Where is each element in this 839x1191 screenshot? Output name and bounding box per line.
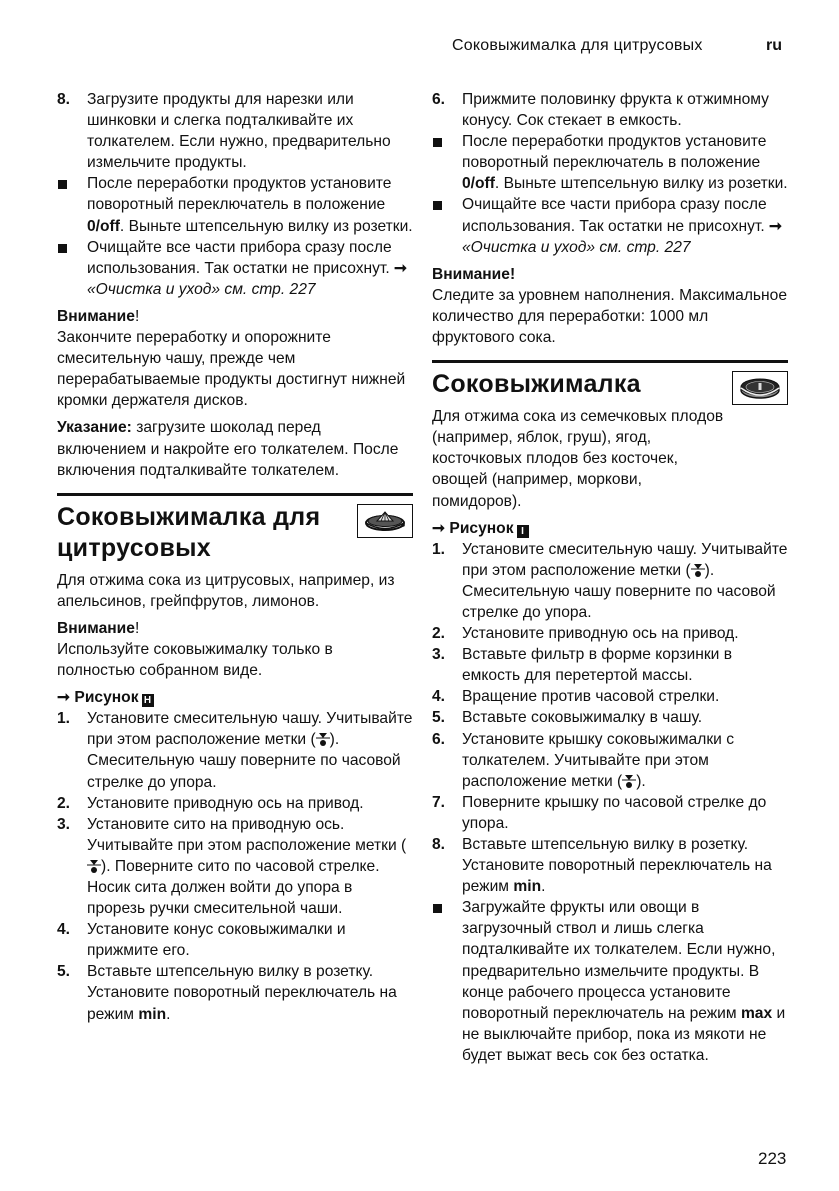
juicer-icon — [732, 371, 788, 405]
mode-label: min — [138, 1005, 167, 1023]
step-number: 7. — [432, 793, 446, 811]
step-number: 5. — [57, 963, 71, 981]
alignment-mark-icon — [316, 731, 330, 747]
mode-label: min — [513, 878, 542, 896]
bullet-item — [432, 194, 788, 257]
step-number: 3. — [57, 815, 71, 833]
section-intro: Для отжима сока из цитрусовых, например, из апельсинов, грейпфрутов, лимонов. — [57, 571, 395, 610]
figure-letter-badge: H — [142, 694, 154, 707]
step-text: ). Смесительную чашу поверните по часовой стрелке до упора. — [87, 731, 401, 791]
warning-text: Следите за уровнем наполнения. Максимальное количество для переработки: 1000 мл фруктового сока. — [432, 286, 788, 347]
section-intro: Для отжима сока из семечковых плодов (например, яблок, груш), ягод, косточковых плодов без косточек, овощей (например, моркови, помидоров). — [432, 408, 724, 510]
warning-excl: ! — [134, 619, 140, 637]
cross-reference-link[interactable]: «Очистка и уход» см. стр. 227 — [462, 238, 691, 256]
citrus-press-icon — [357, 504, 413, 538]
section-title: Соковыжималка для цитрусовых — [57, 502, 321, 562]
step-text: . — [166, 1005, 171, 1023]
step-number: 6. — [432, 91, 446, 108]
step-text: Вращение против часовой стрелки. — [462, 688, 720, 706]
step-text: Вставьте соковыжималку в чашу. — [462, 709, 703, 727]
step-text: Установите конус соковыжималки и прижмите его. — [87, 921, 346, 960]
step-item — [57, 814, 413, 919]
running-title: Соковыжималка для цитрусовых — [452, 37, 703, 54]
bullet-text: Очищайте все части прибора сразу после использования. Так остатки не присохнут. — [87, 238, 394, 277]
bullet-text: . Выньте штепсельную вилку из розетки. — [494, 175, 788, 193]
step-number: 5. — [432, 709, 446, 727]
warning-text: Используйте соковыжималку только в полностью собранном виде. — [57, 640, 333, 680]
bullet-text: После переработки продуктов установите поворотный переключатель в положение — [87, 175, 392, 214]
square-bullet-icon — [433, 201, 442, 210]
square-bullet-icon — [433, 138, 442, 147]
step-number: 8. — [57, 91, 71, 108]
section-title: Соковыжималка — [432, 370, 641, 399]
note-label: Указание: — [57, 419, 132, 437]
square-bullet-icon — [58, 180, 67, 189]
step-number: 8. — [432, 836, 446, 853]
step-text: Вставьте фильтр в форме корзинки в емкость для перетертой массы. — [462, 646, 732, 685]
step-item — [57, 961, 413, 1024]
right-column — [432, 89, 788, 1066]
step-text: Вставьте штепсельную вилку в розетку. Установите поворотный переключатель на режим — [462, 836, 772, 896]
step-text: Установите крышку соковыжималки с толкателем. Учитывайте при этом расположение метки ( — [462, 730, 734, 790]
bullet-text: После переработки продуктов установите поворотный переключатель в положение — [462, 133, 767, 172]
step-number: 1. — [57, 710, 71, 728]
note-text: загрузите шоколад перед включением и накройте его толкателем. После включения подталкивайте толкателем. — [57, 419, 399, 479]
step-item — [57, 919, 413, 961]
step-item — [432, 623, 788, 644]
step-item — [432, 89, 788, 131]
step-item — [432, 686, 788, 707]
page-number: 223 — [758, 1149, 787, 1168]
square-bullet-icon — [433, 904, 442, 913]
alignment-mark-icon — [622, 773, 636, 789]
step-item — [432, 644, 788, 686]
step-item — [432, 707, 788, 728]
warning-title: Внимание — [57, 619, 135, 637]
bullet-item — [57, 237, 413, 300]
step-text: Вставьте штепсельную вилку в розетку. Установите поворотный переключатель на режим — [87, 963, 397, 1023]
figure-letter-badge: I — [517, 525, 529, 538]
step-text: ). — [636, 772, 646, 790]
cross-reference-link[interactable]: «Очистка и уход» см. стр. 227 — [87, 280, 316, 298]
step-item — [57, 89, 413, 173]
step-number: 2. — [432, 625, 446, 643]
figure-reference[interactable] — [432, 518, 788, 539]
warning-block — [57, 618, 413, 681]
alignment-mark-icon — [691, 562, 705, 578]
section-heading-citrus — [57, 502, 413, 564]
bullet-item — [57, 173, 413, 236]
step-text: Установите приводную ось на привод. — [87, 794, 364, 812]
bullet-text: и не выключайте прибор, пока из мякоти не будет выжат весь сок без остатка. — [462, 1004, 786, 1064]
step-text: Прижмите половинку фрукта к отжимному конусу. Сок стекает в емкость. — [462, 91, 769, 130]
switch-position: 0/off — [462, 175, 495, 193]
warning-title: Внимание — [57, 307, 135, 325]
warning-excl: ! — [134, 307, 140, 325]
step-text: Поверните крышку по часовой стрелке до упора. — [462, 793, 767, 832]
step-item — [57, 708, 413, 792]
step-number: 1. — [432, 540, 446, 558]
step-text: . — [541, 878, 546, 896]
mode-label: max — [740, 1004, 773, 1022]
figure-label: Рисунок — [449, 519, 514, 537]
step-text: ). Смесительную чашу поверните по часовой стрелке до упора. — [462, 561, 776, 621]
bullet-text: Загружайте фрукты или овощи в загрузочный ствол и лишь слегка подталкивайте их толкателем. Если нужно, предварительно измельчите продукты. В конце рабочего процесса установите поворотный переключатель на режим — [462, 899, 776, 1022]
warning-title: Внимание! — [432, 265, 516, 283]
square-bullet-icon — [58, 244, 67, 253]
step-number: 6. — [432, 730, 446, 748]
figure-reference[interactable] — [57, 687, 413, 708]
step-text: Установите смесительную чашу. Учитывайте при этом расположение метки ( — [462, 540, 788, 579]
step-text: Установите приводную ось на привод. — [462, 625, 739, 643]
warning-text: Закончите переработку и опорожните смесительную чашу, прежде чем перерабатываемые продукты достигнут нижней кромки держателя дисков. — [57, 329, 406, 410]
arrow-right-icon: ➞ — [57, 689, 71, 707]
figure-label: Рисунок — [74, 689, 139, 707]
step-number: 3. — [432, 646, 446, 664]
arrow-right-icon: ➞ — [394, 259, 408, 277]
switch-position: 0/off — [87, 217, 120, 235]
bullet-text: Очищайте все части прибора сразу после использования. Так остатки не присохнут. — [462, 196, 769, 235]
step-text: Установите смесительную чашу. Учитывайте при этом расположение метки ( — [87, 710, 413, 749]
left-column — [57, 89, 413, 1025]
section-divider — [57, 493, 413, 496]
bullet-item — [432, 897, 788, 1066]
step-text: ). Поверните сито по часовой стрелке. Носик сита должен войти до упора в прорезь ручки смесительной чаши. — [87, 857, 380, 918]
step-number: 4. — [57, 921, 71, 939]
step-item — [432, 539, 788, 623]
alignment-mark-icon — [87, 858, 101, 874]
bullet-text: . Выньте штепсельную вилку из розетки. — [119, 217, 413, 235]
language-code: ru — [766, 37, 782, 54]
warning-block — [57, 306, 413, 411]
bullet-item — [432, 131, 788, 194]
step-number: 2. — [57, 794, 71, 812]
section-divider — [432, 360, 788, 363]
step-item — [57, 793, 413, 814]
step-item — [432, 792, 788, 834]
arrow-right-icon: ➞ — [769, 217, 783, 235]
warning-block — [432, 264, 788, 348]
step-item — [432, 729, 788, 792]
step-text: Установите сито на приводную ось. Учитывайте при этом расположение метки ( — [87, 815, 407, 854]
page-header — [0, 37, 839, 59]
arrow-right-icon: ➞ — [432, 519, 446, 537]
section-heading-juicer — [432, 369, 788, 400]
step-number: 4. — [432, 688, 446, 706]
note-block — [57, 417, 413, 480]
step-item — [432, 834, 788, 897]
step-text: Загрузите продукты для нарезки или шинковки и слегка подталкивайте их толкателем. Если нужно, предварительно измельчите продукты. — [87, 91, 391, 172]
